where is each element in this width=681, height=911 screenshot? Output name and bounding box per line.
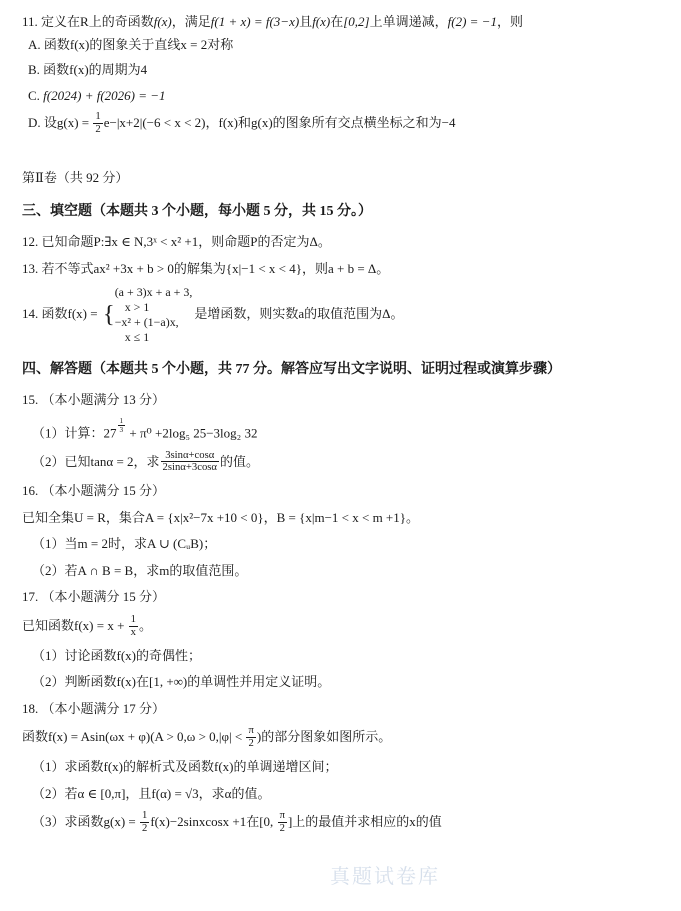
question-11-option-d[interactable]	[28, 111, 659, 136]
question-12	[22, 232, 659, 252]
q16-number: 16.	[22, 483, 39, 499]
option-d-frac-num: 1	[95, 111, 101, 122]
q17-number: 17.	[22, 589, 39, 605]
q14-prefix: 函数f(x) =	[41, 306, 101, 322]
section-four-title: 四、解答题（本题共 5 个小题，共 77 分。解答应写出文字说明、证明过程或演算步骤）	[22, 362, 561, 378]
question-13	[22, 259, 659, 279]
q11-interval: [0,2]	[343, 14, 370, 29]
question-15-part-2	[32, 450, 659, 475]
q18-p3-fraction-2	[278, 810, 287, 835]
q18-head-text: （本小题满分 17 分）	[41, 700, 166, 716]
q18-p3-frac2-num: π	[279, 810, 285, 822]
q18-p3-prefix: （3）求函数g(x) =	[32, 814, 139, 830]
q18-p3-tail: ]上的最值并求相应的x的值	[287, 814, 442, 830]
q15-p2-frac-num: 3sinα+cosα	[161, 450, 219, 463]
question-16-stem: 已知全集U = R，集合A = {x|x²−7x +10 < 0}，B = {x|m−1 < x < m +1}。	[22, 509, 420, 525]
q18-p3-frac1-num: 1	[142, 810, 148, 822]
question-18-part-2: （2）若α ∈ [0,π]，且f(α) = √3，求α的值。	[32, 785, 271, 801]
q11-text-1: 定义在R上的奇函数	[41, 14, 154, 29]
piecewise-expr-2: −x² + (1−a)x,	[114, 315, 179, 330]
q13-text: 若不等式ax² +3x + b > 0的解集为{x|−1 < x < 4}，则a + b = Δ。	[41, 260, 390, 276]
q18-p3-fraction-1	[140, 810, 149, 835]
q17-frac-num: 1	[130, 613, 136, 625]
q15-p2-label: （2）已知tanα = 2，求	[32, 453, 160, 469]
q15-p1-exp-num: 1	[119, 416, 124, 425]
piecewise-expr-1: (a + 3)x + a + 3,	[114, 285, 193, 300]
q11-fx-2: f(x)	[312, 14, 331, 29]
question-15-head	[22, 390, 659, 410]
q15-p1-label: （1）计算：	[32, 425, 104, 441]
q11-f2: f(2) = −1	[447, 14, 497, 29]
q16-head-text: （本小题满分 15 分）	[41, 483, 166, 499]
q18-frac-den: 2	[248, 738, 254, 750]
piecewise-cond-1: x > 1	[124, 300, 150, 315]
question-16-part-2: （2）若A ∩ B = B，求m的取值范围。	[32, 562, 248, 578]
q11-text-3: 且	[299, 14, 313, 29]
question-11-option-a[interactable]	[28, 35, 659, 55]
section-three-title: 三、填空题（本题共 3 个小题，每小题 5 分，共 15 分。）	[22, 204, 372, 220]
option-d-label: D.	[28, 115, 41, 131]
q12-number: 12.	[22, 234, 39, 250]
q17-frac-den: x	[130, 626, 136, 638]
piecewise-rows	[115, 285, 193, 345]
question-15-part-1	[32, 417, 659, 443]
option-b-text: 函数f(x)的周期为4	[43, 62, 148, 77]
option-a-text: 函数f(x)的图象关于直线x = 2对称	[43, 36, 234, 52]
q17-head-text: （本小题满分 15 分）	[41, 589, 166, 605]
brace-glyph: {	[102, 301, 115, 329]
question-18-part-3	[32, 810, 659, 835]
q18-p3-frac2-den: 2	[279, 822, 285, 834]
watermark: 真题试卷库	[330, 866, 440, 888]
question-11-stem	[22, 12, 659, 32]
q14-piecewise	[103, 285, 193, 345]
option-d-frac-den: 2	[95, 123, 101, 135]
q12-text: 已知命题P:∃x ∈ N,3ˣ < x² +1，则命题P的否定为Δ。	[41, 234, 331, 250]
q18-number: 18.	[22, 700, 39, 716]
spacer-1	[22, 142, 659, 152]
piecewise-row-1	[115, 285, 193, 315]
q15-p1-exp-den: 3	[119, 425, 124, 434]
piecewise-cond-2: x ≤ 1	[124, 330, 150, 345]
question-11-option-b[interactable]	[28, 60, 659, 80]
question-11-option-c[interactable]	[28, 86, 659, 106]
q18-frac-num: π	[248, 725, 254, 737]
q15-p1-exponent	[117, 416, 127, 434]
question-18-part-1: （1）求函数f(x)的解析式及函数f(x)的单调递增区间；	[32, 759, 338, 775]
option-d-text: 设g(x) =	[43, 115, 93, 131]
q18-p3-mid: f(x)−2sinxcosx +1在[0,	[150, 814, 277, 830]
question-17-part-1: （1）讨论函数f(x)的奇偶性；	[32, 647, 201, 663]
q11-text-2: ，满足	[171, 14, 211, 29]
q11-text-6: ，则	[496, 14, 523, 29]
question-17-head	[22, 587, 659, 607]
q15-p2-fraction	[161, 450, 219, 475]
q11-eq: f(1 + x) = f(3−x)	[210, 14, 300, 29]
question-17-part-2: （2）判断函数f(x)在[1, +∞)的单调性并用定义证明。	[32, 674, 331, 690]
piecewise-row-2	[115, 315, 193, 345]
q15-p2-frac-den: 2sinα+3cosα	[162, 462, 218, 474]
q18-prefix: 函数f(x) = Asin(ωx + φ)(A > 0,ω > 0,|φ| <	[22, 729, 246, 745]
question-18-stem	[22, 725, 659, 750]
q13-number: 13.	[22, 260, 39, 276]
question-16-part-1: （1）当m = 2时，求A ∪ (CᵤB)；	[32, 536, 217, 552]
q17-fraction	[129, 614, 138, 639]
q11-text-5: 上单调递减，	[369, 14, 448, 29]
question-18-head	[22, 699, 659, 719]
q18-tail: )的部分图象如图所示。	[256, 729, 392, 745]
q14-suffix: 是增函数，则实数a的取值范围为Δ。	[194, 306, 404, 322]
q11-number: 11.	[22, 14, 38, 29]
q17-prefix: 已知函数f(x) = x +	[22, 618, 128, 633]
q15-p2-tail: 的值。	[220, 453, 260, 469]
question-14	[22, 285, 659, 345]
option-c-text: f(2024) + f(2026) = −1	[43, 87, 166, 103]
q18-fraction	[246, 725, 255, 750]
part-two-header: 第Ⅱ卷（共 92 分）	[22, 169, 129, 185]
q17-tail: 。	[138, 618, 152, 633]
option-d-text-tail: e−|x+2|(−6 < x < 2)，f(x)和g(x)的图象所有交点横坐标之和为−4	[103, 115, 456, 131]
q18-p3-frac1-den: 2	[142, 822, 148, 834]
question-11	[22, 12, 659, 136]
option-c-label: C.	[28, 87, 40, 103]
option-a-label: A.	[28, 36, 41, 52]
q15-p1-base: 27	[103, 425, 117, 441]
q11-text-4: 在	[330, 14, 344, 29]
option-d-fraction	[93, 111, 102, 136]
q15-head-text: （本小题满分 13 分）	[41, 392, 166, 408]
q15-number: 15.	[22, 392, 39, 408]
q15-p1-rest: + π⁰ +2log₅ 25−3log₂ 32	[126, 425, 258, 441]
option-b-label: B.	[28, 62, 40, 77]
question-17-stem	[22, 614, 659, 639]
question-16-head	[22, 481, 659, 501]
q11-fx-1: f(x)	[153, 14, 172, 29]
q14-number: 14.	[22, 306, 39, 322]
